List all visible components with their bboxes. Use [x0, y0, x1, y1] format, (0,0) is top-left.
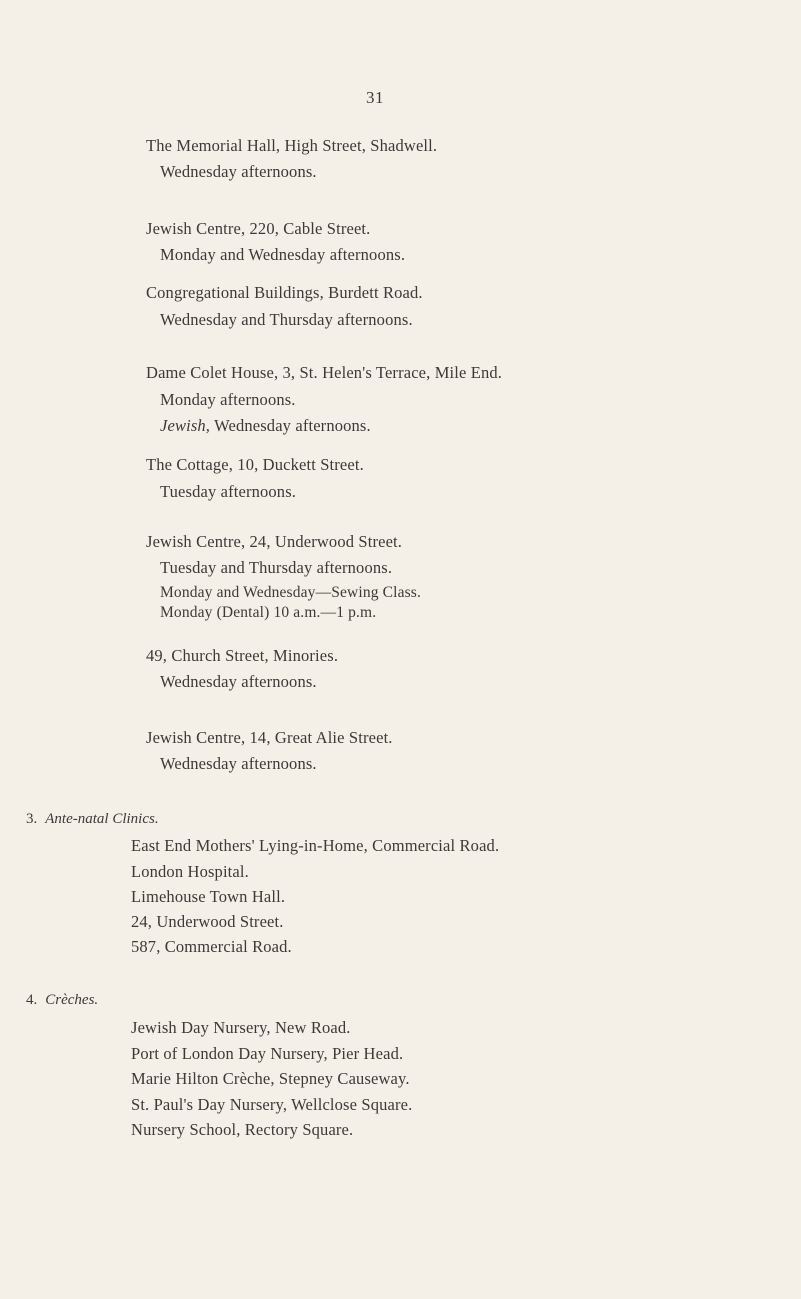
jewish-schedule: Wednesday afternoons.	[214, 416, 371, 435]
list-item: London Hospital.	[131, 862, 249, 881]
clinic-name: Jewish Centre, 14, Great Alie Street.	[146, 728, 393, 747]
list-item: Jewish Day Nursery, New Road.	[131, 1018, 351, 1037]
clinic-schedule: Wednesday and Thursday afternoons.	[160, 310, 413, 329]
list-item: East End Mothers' Lying-in-Home, Commercial Road.	[131, 836, 500, 855]
list-item: Nursery School, Rectory Square.	[131, 1120, 354, 1139]
section-number: 3.	[26, 811, 38, 827]
clinic-name: Dame Colet House, 3, St. Helen's Terrace, Mile End.	[146, 363, 503, 382]
clinic-name: The Cottage, 10, Duckett Street.	[146, 455, 364, 474]
clinic-name: Congregational Buildings, Burdett Road.	[146, 283, 423, 302]
list-item: Marie Hilton Crèche, Stepney Causeway.	[131, 1069, 410, 1088]
section-title: Crèches.	[45, 992, 99, 1008]
clinic-name: Jewish Centre, 220, Cable Street.	[146, 219, 371, 238]
list-item: 24, Underwood Street.	[131, 912, 284, 931]
clinic-schedule: Tuesday and Thursday afternoons.	[160, 558, 393, 577]
section-title: Ante-natal Clinics.	[45, 811, 159, 827]
clinic-schedule: Monday (Dental) 10 a.m.—1 p.m.	[160, 604, 377, 621]
clinic-name: The Memorial Hall, High Street, Shadwell.	[146, 136, 438, 155]
clinic-schedule: Monday and Wednesday afternoons.	[160, 245, 406, 264]
clinic-name: Jewish Centre, 24, Underwood Street.	[146, 532, 403, 551]
section-heading-antenatal	[26, 812, 159, 827]
section-number: 4.	[26, 992, 38, 1008]
clinic-name: 49, Church Street, Minories.	[146, 646, 339, 665]
clinic-schedule: Wednesday afternoons.	[160, 754, 317, 773]
list-item: Limehouse Town Hall.	[131, 887, 286, 906]
section-heading-creches	[26, 993, 98, 1008]
clinic-schedule: Monday afternoons.	[160, 390, 296, 409]
list-item: Port of London Day Nursery, Pier Head.	[131, 1044, 404, 1063]
clinic-schedule: Tuesday afternoons.	[160, 482, 297, 501]
page-number: 31	[366, 88, 384, 107]
clinic-schedule: Wednesday afternoons.	[160, 162, 317, 181]
list-item: 587, Commercial Road.	[131, 937, 292, 956]
clinic-schedule: Wednesday afternoons.	[160, 672, 317, 691]
list-item: St. Paul's Day Nursery, Wellclose Square.	[131, 1095, 413, 1114]
jewish-label: Jewish,	[160, 416, 211, 435]
clinic-schedule: Monday and Wednesday—Sewing Class.	[160, 584, 422, 601]
clinic-schedule-jewish	[160, 418, 371, 435]
